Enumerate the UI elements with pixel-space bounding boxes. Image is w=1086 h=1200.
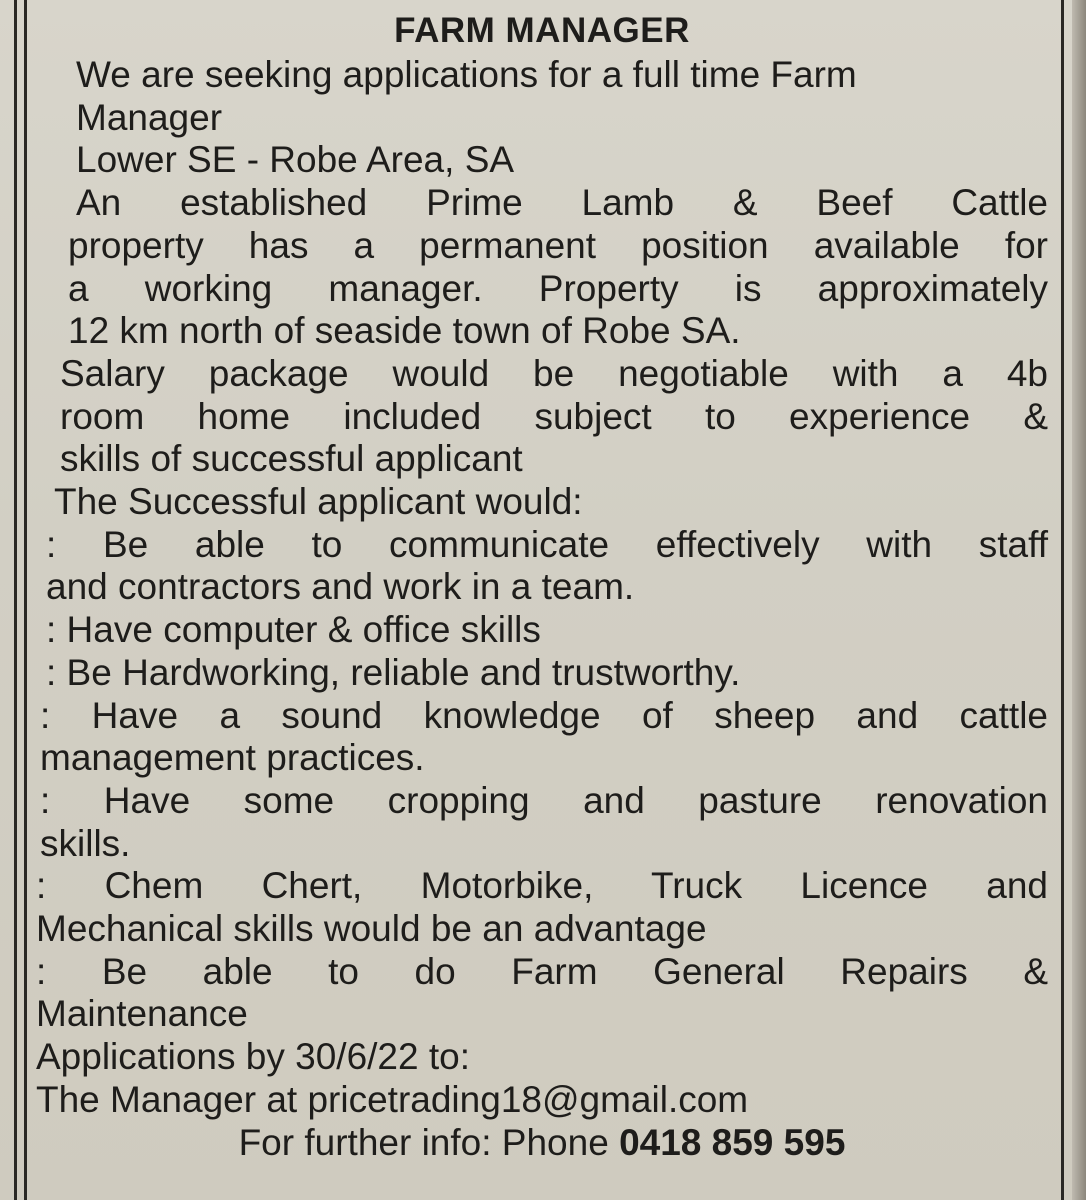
description-line: a working manager. Property is approximately xyxy=(68,267,1048,309)
requirement-line: : Have computer & office skills xyxy=(46,609,541,651)
requirement-line: Mechanical skills would be an advantage xyxy=(36,908,707,950)
intro-line: Manager xyxy=(76,96,223,138)
requirement-line: : Be able to do Farm General Repairs & xyxy=(36,950,1048,992)
phone-prefix: For further info: Phone xyxy=(238,1121,620,1163)
page-edge-shadow xyxy=(1072,0,1086,1200)
description-line: 12 km north of seaside town of Robe SA. xyxy=(68,310,741,352)
description-line: property has a permanent position available for xyxy=(68,224,1048,266)
requirement-line: management practices. xyxy=(40,737,425,779)
description-line: An established Prime Lamb & Beef Cattle xyxy=(76,182,1048,224)
salary-line: room home included subject to experience & xyxy=(60,395,1048,437)
intro-line: We are seeking applications for a full time Farm xyxy=(76,54,857,95)
applications-deadline: Applications by 30/6/22 to: xyxy=(36,1036,471,1078)
requirement-line: and contractors and work in a team. xyxy=(46,566,635,608)
contact-email-line: The Manager at pricetrading18@gmail.com xyxy=(36,1078,749,1120)
phone-number: 0418 859 595 xyxy=(619,1121,846,1163)
requirement-line: : Have a sound knowledge of sheep and cattle xyxy=(40,694,1048,736)
requirement-line: skills. xyxy=(40,822,131,864)
salary-line: Salary package would be negotiable with a 4b xyxy=(60,352,1048,394)
phone-line xyxy=(36,1122,1048,1165)
requirement-line: Maintenance xyxy=(36,993,248,1035)
classified-ad xyxy=(36,8,1048,1198)
requirement-line: : Have some cropping and pasture renovation xyxy=(40,779,1048,821)
requirement-line: : Be Hardworking, reliable and trustworthy. xyxy=(46,651,741,693)
location-line: Lower SE - Robe Area, SA xyxy=(76,139,515,181)
outer-column-rule xyxy=(14,0,17,1200)
salary-line: skills of successful applicant xyxy=(60,438,523,480)
ad-title: FARM MANAGER xyxy=(394,11,690,50)
requirements-heading: The Successful applicant would: xyxy=(54,481,583,523)
requirement-line: : Be able to communicate effectively with staff xyxy=(46,523,1048,565)
requirement-line: : Chem Chert, Motorbike, Truck Licence and xyxy=(36,865,1048,907)
